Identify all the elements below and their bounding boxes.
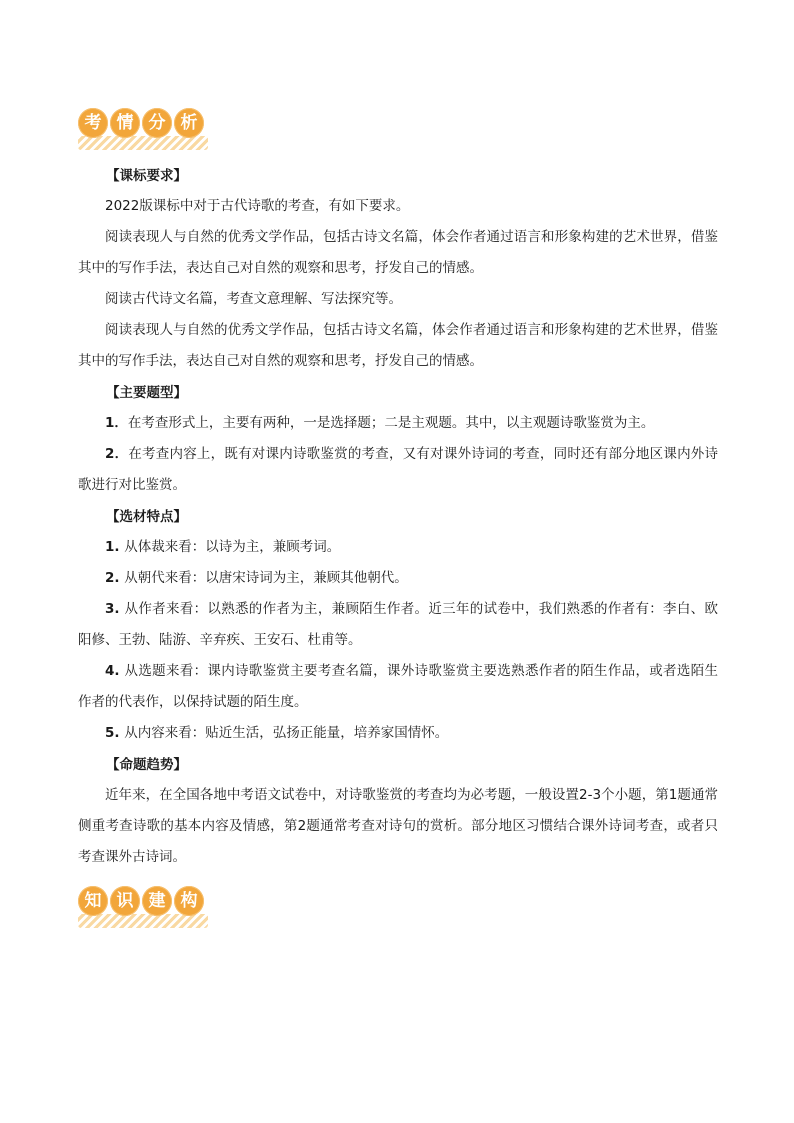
item-number: 2． xyxy=(105,446,129,462)
item-text: 从朝代来看：以唐宋诗词为主，兼顾其他朝代。 xyxy=(124,570,408,586)
item-number: 1. xyxy=(105,539,125,555)
paragraph: 2022版课标中对于古代诗歌的考查，有如下要求。 xyxy=(105,198,410,214)
numbered-item xyxy=(78,718,718,749)
item-number: 4. xyxy=(105,663,125,679)
numbered-item xyxy=(78,408,718,439)
numbered-item xyxy=(78,594,718,656)
paragraph: 阅读表现人与自然的优秀文学作品，包括古诗文名篇，体会作者通过语言和形象构建的艺术世界，借鉴其中的写作手法，表达自己对自然的观察和思考，抒发自己的情感。 xyxy=(78,229,718,276)
paragraph: 阅读表现人与自然的优秀文学作品，包括古诗文名篇，体会作者通过语言和形象构建的艺术世界，借鉴其中的写作手法，表达自己对自然的观察和思考，抒发自己的情感。 xyxy=(78,322,718,369)
paragraph: 近年来，在全国各地中考语文试卷中，对诗歌鉴赏的考查均为必考题，一般设置2-3个小题，第1题通常侧重考查诗歌的基本内容及情感，第2题通常考查对诗句的赏析。部分地区习惯结合课外诗词考查，或者只考查课外古诗词。 xyxy=(78,787,718,865)
item-text: 从选题来看：课内诗歌鉴赏主要考查名篇，课外诗歌鉴赏主要选熟悉作者的陌生作品，或者选陌生作者的代表作，以保持试题的陌生度。 xyxy=(78,663,718,710)
badge-char: 考 xyxy=(78,108,108,138)
item-text: 在考查形式上，主要有两种，一是选择题；二是主观题。其中，以主观题诗歌鉴赏为主。 xyxy=(127,415,655,431)
badge-char: 情 xyxy=(110,108,140,138)
paragraph: 阅读古代诗文名篇，考查文意理解、写法探究等。 xyxy=(105,291,402,307)
badge-stripes xyxy=(78,914,208,928)
section-badge-knowledge xyxy=(78,884,208,930)
item-text: 从作者来看：以熟悉的作者为主，兼顾陌生作者。近三年的试卷中，我们熟悉的作者有：李白、欧阳修、王勃、陆游、辛弃疾、王安石、杜甫等。 xyxy=(78,601,718,648)
badge-char: 分 xyxy=(142,108,172,138)
badge-char: 析 xyxy=(174,108,204,138)
section-heading: 【选材特点】 xyxy=(106,508,187,525)
item-number: 3. xyxy=(105,601,125,617)
badge-char: 构 xyxy=(174,886,204,916)
badge-char: 知 xyxy=(78,886,108,916)
numbered-item xyxy=(78,656,718,718)
badge-char: 建 xyxy=(142,886,172,916)
numbered-item xyxy=(78,563,718,594)
item-number: 2. xyxy=(105,570,125,586)
numbered-item xyxy=(78,532,718,563)
section-heading: 【命题趋势】 xyxy=(106,756,187,773)
item-text: 从体裁来看：以诗为主，兼顾考词。 xyxy=(124,539,341,555)
item-text: 在考查内容上，既有对课内诗歌鉴赏的考查，又有对课外诗词的考查，同时还有部分地区课内外诗歌进行对比鉴赏。 xyxy=(78,446,719,493)
section-heading: 【主要题型】 xyxy=(106,384,187,401)
content-body xyxy=(78,160,718,873)
item-number: 1． xyxy=(105,415,128,431)
section-badge-analysis xyxy=(78,106,208,152)
item-text: 从内容来看：贴近生活，弘扬正能量，培养家国情怀。 xyxy=(124,725,449,741)
badge-char: 识 xyxy=(110,886,140,916)
numbered-item xyxy=(78,439,718,501)
section-heading: 【课标要求】 xyxy=(106,167,187,184)
badge-stripes xyxy=(78,136,208,150)
item-number: 5. xyxy=(105,725,125,741)
